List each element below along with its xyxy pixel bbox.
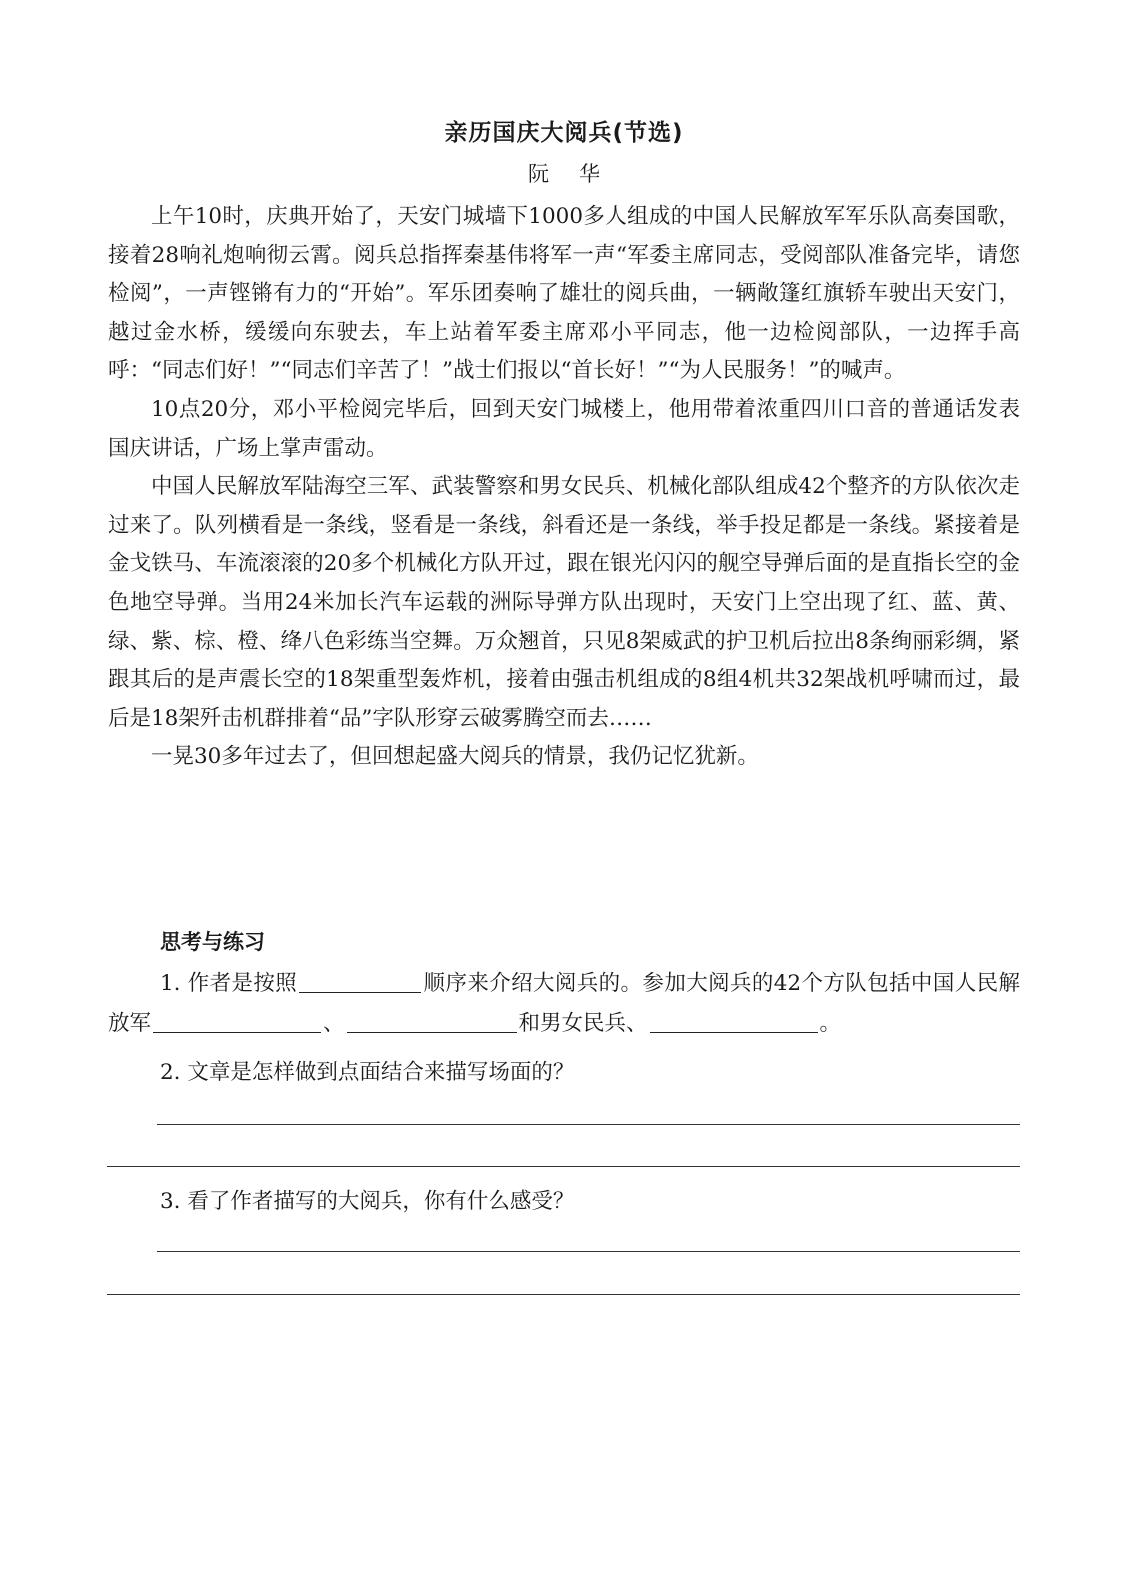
paragraph-4: 一晃30多年过去了，但回想起盛大阅兵的情景，我仍记忆犹新。 <box>151 744 759 770</box>
q1-text-part4: 和男女民兵、 <box>518 1011 648 1036</box>
question-2: 2. 文章是怎样做到点面结合来描写场面的？ <box>160 1060 575 1085</box>
q1-blank-unit-1[interactable] <box>153 1010 321 1033</box>
exercise-heading: 思考与练习 <box>160 930 265 954</box>
paragraph-3: 中国人民解放军陆海空三军、武装警察和男女民兵、机械化部队组成42个整齐的方队依次走过来了。队列横看是一条线，竖看是一条线，斜看还是一条线，举手投足都是一条线。紧接着是金戈铁马、车流滚滚的20多个机械化方队开过，跟在银光闪闪的舰空导弹后面的是直指长空的金色地空导弹。当用24米加长汽车运载的洲际导弹方队出现时，天安门上空出现了红、蓝、黄、绿、紫、棕、橙、绛八色彩练当空舞。万众翘首，只见8架威武的护卫机后拉出8条绚丽彩绸，紧跟其后的是声震长空的18架重型轰炸机，接着由强击机组成的8组4机共32架战机呼啸而过，最后是18架歼击机群排着“品”字队形穿云破雾腾空而去…… <box>108 474 1020 731</box>
q1-blank-unit-3[interactable] <box>650 1010 818 1033</box>
q2-answer-line-2[interactable] <box>107 1166 1020 1167</box>
paragraph-1: 上午10时，庆典开始了，天安门城墙下1000多人组成的中国人民解放军军乐队高奏国歌，接着28响礼炮响彻云霄。阅兵总指挥秦基伟将军一声“军委主席同志，受阅部队准备完毕，请您检阅”，一声铿锵有力的“开始”。军乐团奏响了雄壮的阅兵曲，一辆敞篷红旗轿车驶出天安门，越过金水桥，缓缓向东驶去，车上站着军委主席邓小平同志，他一边检阅部队，一边挥手高呼：“同志们好！”“同志们辛苦了！”战士们报以“首长好！”“为人民服务！”的喊声。 <box>108 204 1020 384</box>
q3-answer-line-2[interactable] <box>107 1294 1020 1295</box>
q1-text-part1: 1. 作者是按照 <box>160 971 298 996</box>
q1-text-part3: 、 <box>323 1011 345 1036</box>
article-author: 阮华 <box>528 162 630 186</box>
q1-blank-unit-2[interactable] <box>347 1010 517 1033</box>
q1-blank-order[interactable] <box>299 970 421 993</box>
question-1 <box>108 964 1020 1044</box>
q1-text-part5: 。 <box>819 1011 842 1036</box>
article-body <box>108 198 1020 777</box>
q1-text-part2: 顺序来介绍大阅兵的。参加大阅兵的42个方队包括中国人民解放军 <box>108 971 1020 1036</box>
q3-answer-line-1[interactable] <box>157 1251 1020 1252</box>
q2-answer-line-1[interactable] <box>157 1124 1020 1125</box>
question-3: 3. 看了作者描写的大阅兵，你有什么感受？ <box>160 1189 575 1214</box>
paragraph-2: 10点20分，邓小平检阅完毕后，回到天安门城楼上，他用带着浓重四川口音的普通话发表国庆讲话，广场上掌声雷动。 <box>108 396 1020 461</box>
article-title: 亲历国庆大阅兵(节选) <box>444 120 684 146</box>
